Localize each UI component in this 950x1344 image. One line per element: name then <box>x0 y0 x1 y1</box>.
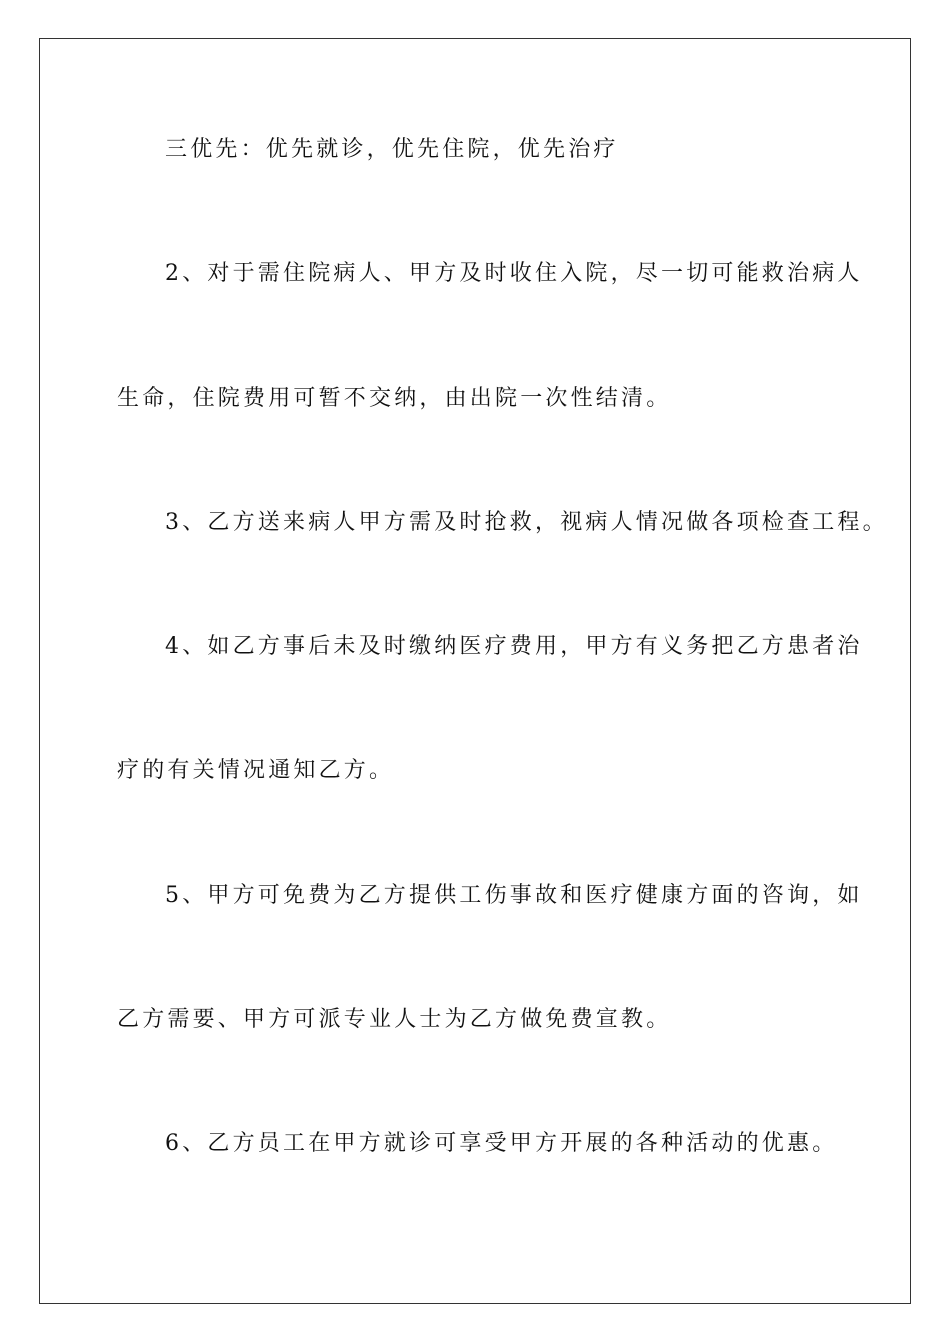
text-line-5: 4、如乙方事后未及时缴纳医疗费用，甲方有义务把乙方患者治 <box>165 634 863 659</box>
text-line-4: 3、乙方送来病人甲方需及时抢救，视病人情况做各项检查工程。 <box>165 510 888 535</box>
text-line-2: 2、对于需住院病人、甲方及时收住入院，尽一切可能救治病人 <box>165 261 863 286</box>
text-line-8: 乙方需要、甲方可派专业人士为乙方做免费宣教。 <box>117 1007 672 1032</box>
text-line-9: 6、乙方员工在甲方就诊可享受甲方开展的各种活动的优惠。 <box>165 1131 838 1156</box>
text-line-6: 疗的有关情况通知乙方。 <box>117 758 395 783</box>
text-line-7: 5、甲方可免费为乙方提供工伤事故和医疗健康方面的咨询，如 <box>165 883 863 908</box>
text-line-1: 三优先：优先就诊，优先住院，优先治疗 <box>165 137 619 162</box>
page-frame <box>39 38 911 1304</box>
text-line-3: 生命，住院费用可暂不交纳，由出院一次性结清。 <box>117 386 672 411</box>
